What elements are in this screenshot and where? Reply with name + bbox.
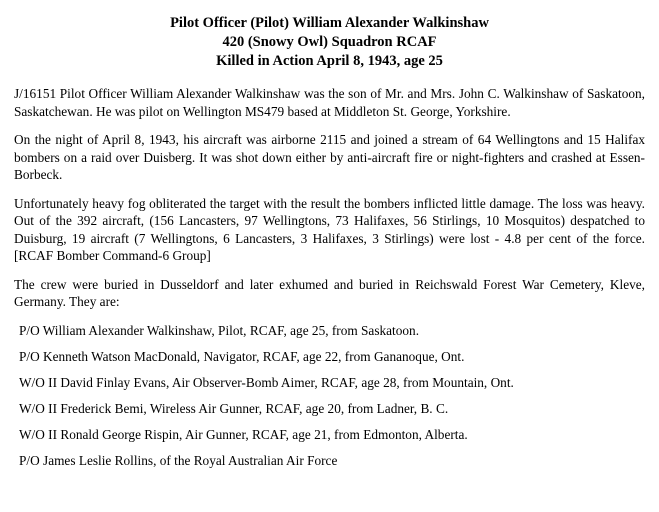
crew-list [14, 322, 645, 469]
paragraph-1: J/16151 Pilot Officer William Alexander Walkinshaw was the son of Mr. and Mrs. John C. Walkinshaw of Saskatoon, Saskatchewan. He was pilot on Wellington MS479 based at Middleton St. George, Yorkshire. [14, 86, 645, 119]
paragraph-3: Unfortunately heavy fog obliterated the target with the result the bombers inflicted little damage. The loss was heavy. Out of the 392 aircraft, (156 Lancasters, 97 Wellingtons, 73 Halifaxes, 56 Stirlings, 10 Mosquitos) despatched to Duisburg, 19 aircraft (7 Wellingtons, 6 Lancasters, 3 Halifaxes, 3 Stirlings) were lost - 4.8 per cent of the force. [RCAF Bomber Command-6 Group] [14, 195, 645, 263]
heading-line-3: Killed in Action April 8, 1943, age 25 [216, 53, 443, 69]
list-item: W/O II Frederick Bemi, Wireless Air Gunner, RCAF, age 20, from Ladner, B. C. [19, 400, 449, 416]
list-item: P/O Kenneth Watson MacDonald, Navigator, RCAF, age 22, from Gananoque, Ont. [19, 348, 465, 364]
heading-line-1: Pilot Officer (Pilot) William Alexander Walkinshaw [170, 15, 489, 31]
list-item: P/O James Leslie Rollins, of the Royal Australian Air Force [19, 452, 338, 468]
paragraph-4: The crew were buried in Dusseldorf and later exhumed and buried in Reichswald Forest War Cemetery, Kleve, Germany. They are: [14, 276, 645, 309]
document-heading [14, 14, 645, 71]
paragraph-2: On the night of April 8, 1943, his aircraft was airborne 2115 and joined a stream of 64 Wellingtons and 15 Halifax bombers on a raid over Duisberg. It was shot down either by anti-aircraft fire or night-fighters and crashed at Essen-Borbeck. [14, 132, 645, 182]
list-item: W/O II Ronald George Rispin, Air Gunner, RCAF, age 21, from Edmonton, Alberta. [19, 426, 468, 442]
list-item: W/O II David Finlay Evans, Air Observer-Bomb Aimer, RCAF, age 28, from Mountain, Ont. [19, 374, 514, 390]
list-item: P/O William Alexander Walkinshaw, Pilot, RCAF, age 25, from Saskatoon. [19, 322, 420, 338]
heading-line-2: 420 (Snowy Owl) Squadron RCAF [222, 34, 437, 50]
